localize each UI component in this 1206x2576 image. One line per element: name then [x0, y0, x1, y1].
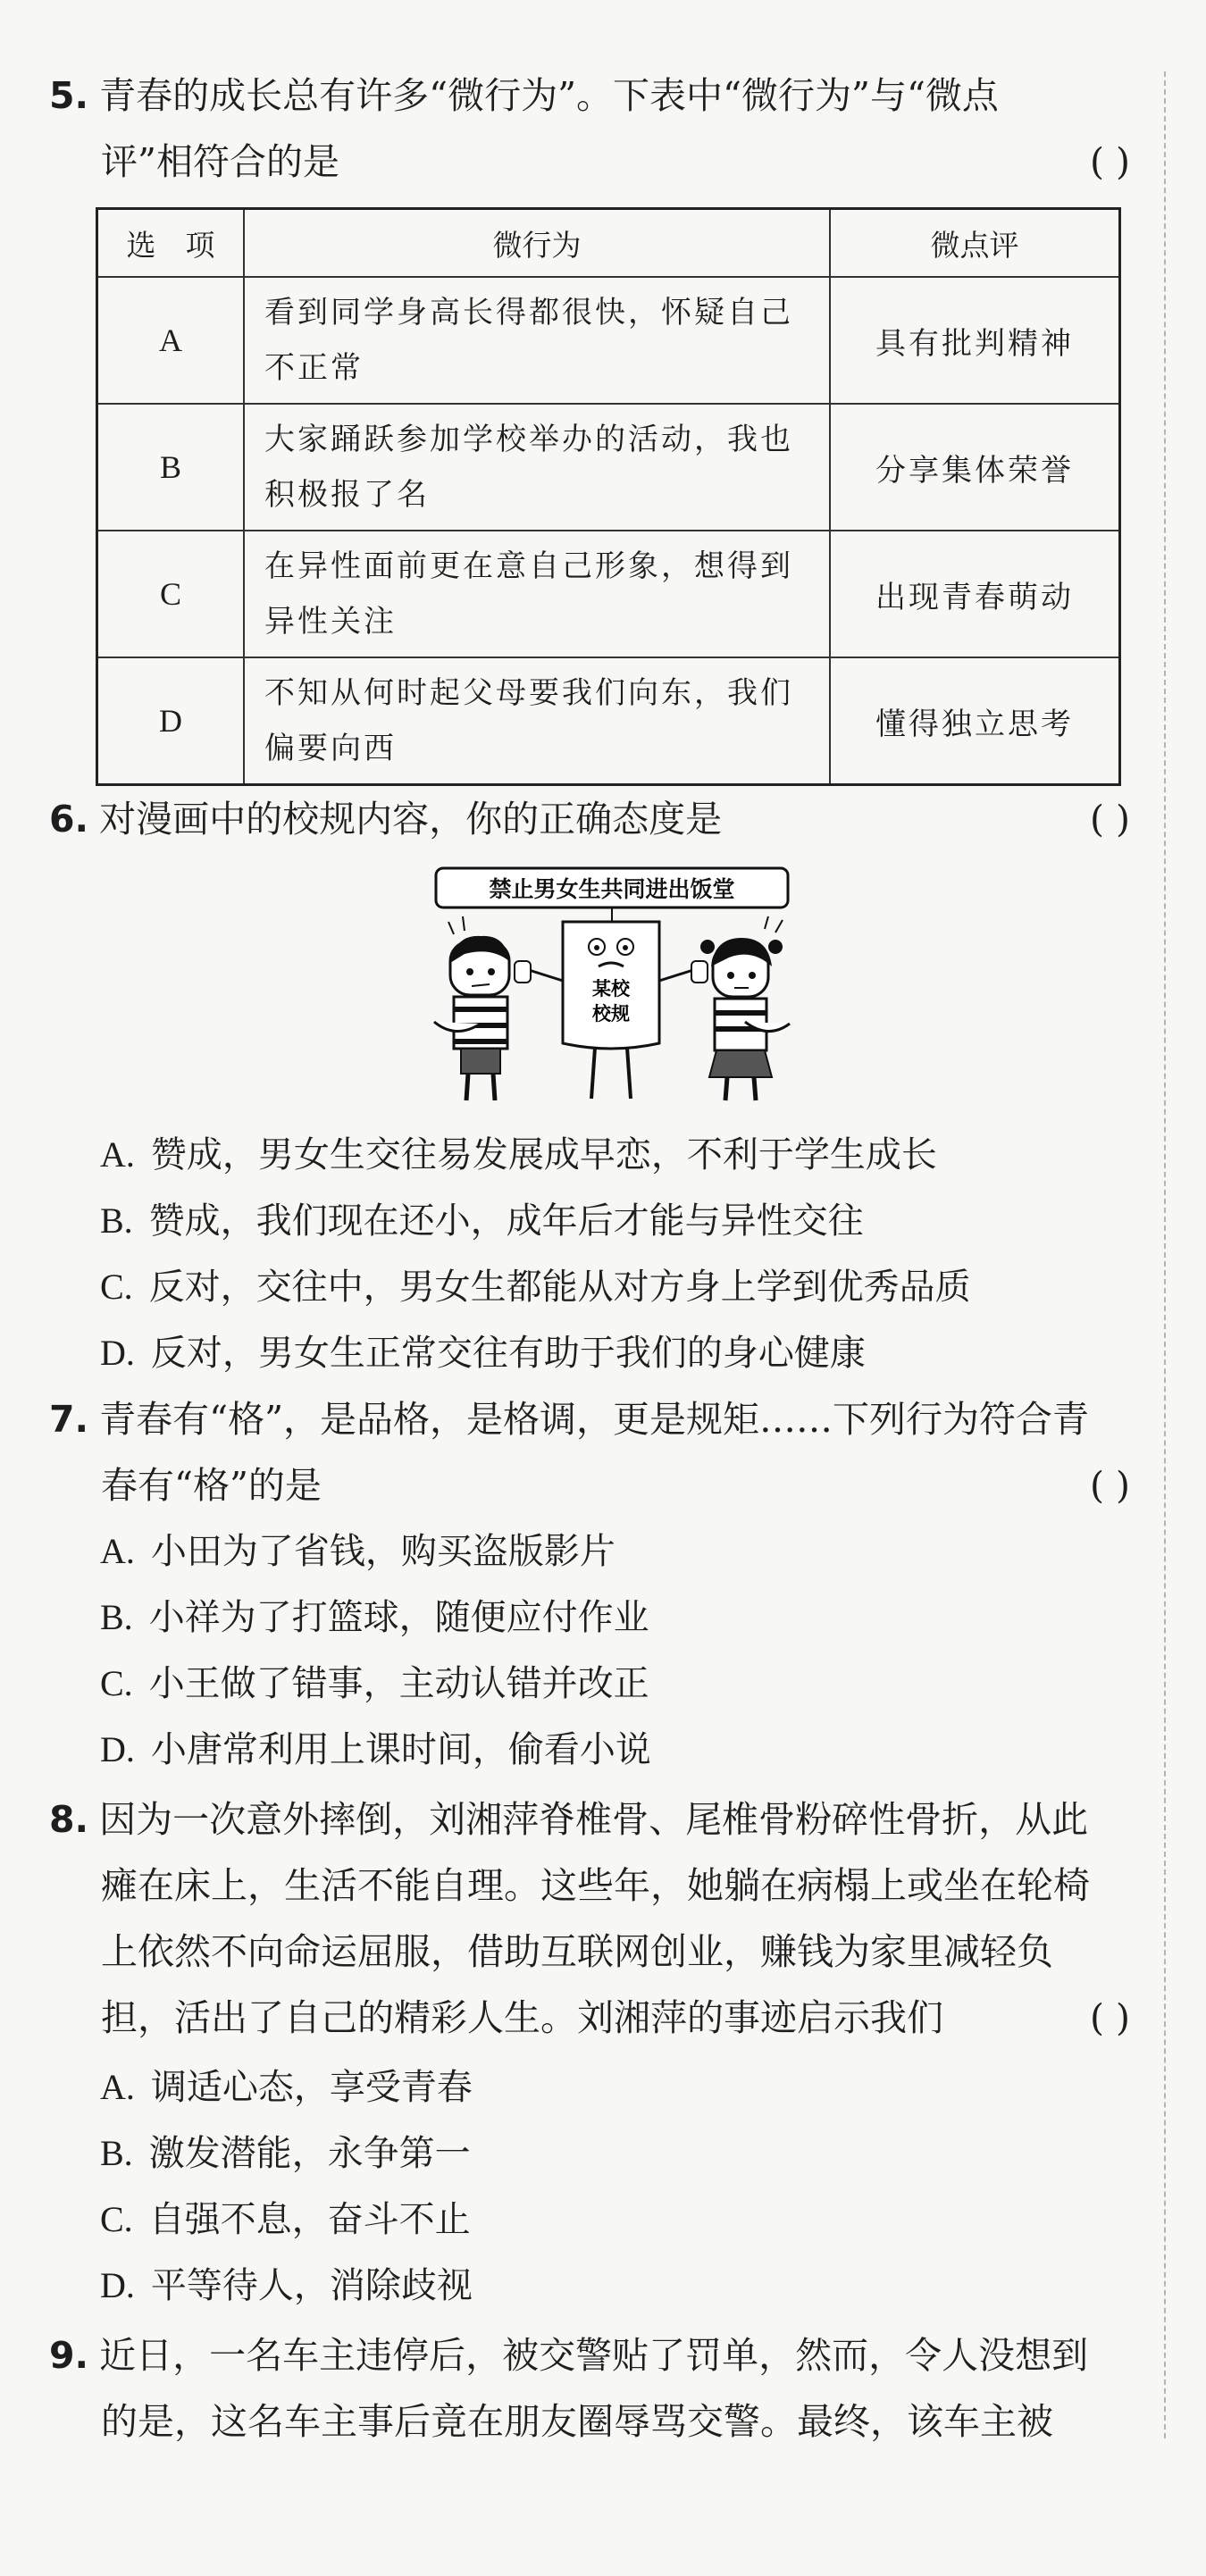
row-option: B: [97, 404, 245, 531]
question-5-line2: 评”相符合的是 ( ): [49, 129, 1130, 195]
behavior-table: [96, 207, 1121, 786]
question-8-line2: 瘫在床上，生活不能自理。这些年，她躺在病榻上或坐在轮椅: [101, 1864, 1090, 1907]
q7-option-a[interactable]: A. 小田为了省钱，购买盗版影片: [100, 1531, 616, 1572]
question-9-line1: 9. 近日，一名车主违停后，被交警贴了罚单，然而，令人没想到: [49, 2334, 1089, 2377]
row-option: A: [97, 277, 245, 404]
answer-paren[interactable]: ( ): [1089, 1996, 1130, 2039]
row-comment: 出现青春萌动: [830, 531, 1120, 657]
scroll-text-2: 校规: [592, 1003, 630, 1025]
question-5: [49, 63, 1130, 195]
question-6-line1: 6. 对漫画中的校规内容，你的正确态度是 ( ): [49, 786, 1130, 852]
q7-option-d[interactable]: D. 小唐常利用上课时间，偷看小说: [100, 1729, 651, 1770]
scroll-text-1: 某校: [592, 978, 630, 999]
question-9: [49, 2322, 1130, 2455]
header-comment: 微点评: [830, 209, 1120, 278]
row-option: D: [97, 657, 245, 785]
question-8: [49, 1786, 1130, 2051]
question-7: [49, 1386, 1130, 1518]
q6-option-a[interactable]: A. 赞成，男女生交往易发展成早恋，不利于学生成长: [100, 1134, 937, 1175]
answer-paren[interactable]: ( ): [1089, 798, 1130, 841]
row-behavior: 大家踊跃参加学校举办的活动，我也积极报了名: [244, 404, 830, 531]
row-behavior: 在异性面前更在意自己形象，想得到异性关注: [244, 531, 830, 657]
answer-paren[interactable]: ( ): [1089, 1464, 1130, 1507]
q8-option-d[interactable]: D. 平等待人，消除歧视: [100, 2265, 473, 2306]
q6-option-d[interactable]: D. 反对，男女生正常交往有助于我们的身心健康: [100, 1333, 866, 1374]
row-comment: 具有批判精神: [830, 277, 1120, 404]
question-9-line2: 的是，这名车主事后竟在朋友圈辱骂交警。最终，该车主被: [101, 2400, 1053, 2443]
row-behavior: 不知从何时起父母要我们向东，我们偏要向西: [244, 657, 830, 785]
q7-option-c[interactable]: C. 小王做了错事，主动认错并改正: [100, 1663, 649, 1704]
question-number: 9.: [49, 2334, 89, 2377]
table-row: [97, 404, 1120, 531]
q8-option-b[interactable]: B. 激发潜能，永争第一: [100, 2133, 471, 2174]
row-option: C: [97, 531, 245, 657]
table-row: [97, 531, 1120, 657]
girl-figure: [700, 916, 790, 1100]
q8-option-c[interactable]: C. 自强不息，奋斗不止: [100, 2199, 471, 2240]
header-behavior: 微行为: [244, 209, 830, 278]
q6-option-c[interactable]: C. 反对，交往中，男女生都能从对方身上学到优秀品质: [100, 1267, 971, 1308]
question-8-line3: 上依然不向命运屈服，借助互联网创业，赚钱为家里减轻负: [101, 1930, 1053, 1973]
header-option: 选 项: [97, 209, 245, 278]
boy-figure: [434, 916, 509, 1100]
q6-option-b[interactable]: B. 赞成，我们现在还小，成年后才能与异性交往: [100, 1200, 864, 1242]
answer-paren[interactable]: ( ): [1089, 140, 1130, 183]
cartoon-banner-text: 禁止男女生共同进出饭堂: [489, 876, 735, 902]
question-7-line1: 7. 青春有“格”，是品格，是格调，更是规矩……下列行为符合青: [49, 1398, 1090, 1441]
question-8-line4: 担，活出了自己的精彩人生。刘湘萍的事迹启示我们 ( ): [49, 1985, 1130, 2051]
question-number: 5.: [49, 74, 89, 117]
question-7-line2: 春有“格”的是 ( ): [49, 1452, 1130, 1518]
table-header-row: [97, 209, 1120, 278]
question-8-line1: 8. 因为一次意外摔倒，刘湘萍脊椎骨、尾椎骨粉碎性骨折，从此: [49, 1798, 1089, 1841]
q8-option-a[interactable]: A. 调适心态，享受青春: [100, 2067, 473, 2108]
row-behavior: 看到同学身高长得都很快，怀疑自己不正常: [244, 277, 830, 404]
question-6: [49, 786, 1130, 852]
table-row: [97, 657, 1120, 785]
row-comment: 分享集体荣誉: [830, 404, 1120, 531]
q7-option-b[interactable]: B. 小祥为了打篮球，随便应付作业: [100, 1597, 649, 1638]
question-number: 8.: [49, 1798, 89, 1841]
question-number: 6.: [49, 798, 89, 841]
row-comment: 懂得独立思考: [830, 657, 1120, 785]
question-5-line1: 5. 青春的成长总有许多“微行为”。下表中“微行为”与“微点: [49, 74, 999, 117]
school-rule-cartoon: [429, 865, 795, 1106]
table-row: [97, 277, 1120, 404]
question-number: 7.: [49, 1398, 89, 1441]
margin-dashed-line: [1164, 71, 1166, 2438]
